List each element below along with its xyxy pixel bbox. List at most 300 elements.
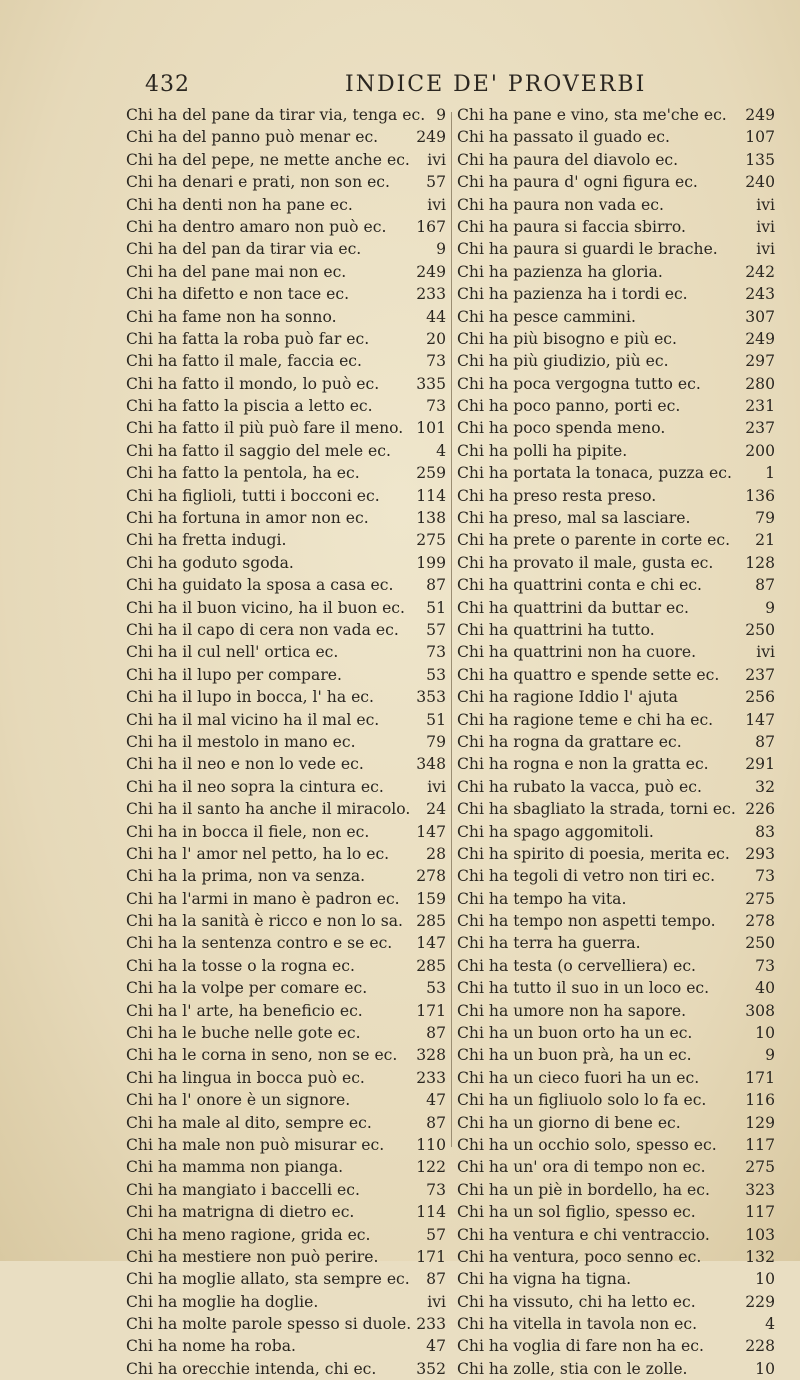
index-entry (457, 821, 775, 843)
index-entry (126, 440, 446, 462)
index-entry (457, 888, 775, 910)
page-number: 432 (145, 72, 190, 97)
proverb-text: Chi ha pazienza ha gloria. (457, 262, 663, 281)
proverb-text: Chi ha ragione teme e chi ha ec. (457, 710, 714, 729)
proverb-text: Chi ha zolle, stia con le zolle. (457, 1359, 688, 1378)
index-entry (457, 149, 775, 171)
page-reference: 117 (745, 1135, 775, 1154)
index-entry (457, 328, 775, 350)
index-entry (126, 574, 446, 596)
page-reference: 171 (416, 1247, 446, 1266)
proverb-text: Chi ha denti non ha pane ec. (126, 195, 353, 214)
page-reference: ivi (756, 195, 775, 214)
proverb-text: Chi ha il lupo per compare. (126, 665, 342, 684)
page-reference: 278 (745, 912, 775, 931)
index-entry (457, 1335, 775, 1357)
proverb-text: Chi ha moglie ha doglie. (126, 1292, 319, 1311)
page-reference: 73 (426, 643, 446, 662)
index-entry (457, 171, 775, 193)
proverb-text: Chi ha il lupo in bocca, l' ha ec. (126, 688, 374, 707)
page-reference: 9 (436, 240, 446, 259)
proverb-text: Chi ha fatta la roba può far ec. (126, 329, 370, 348)
index-entry (126, 1224, 446, 1246)
index-entry (457, 597, 775, 619)
index-entry (457, 932, 775, 954)
index-entry (457, 709, 775, 731)
index-entry (126, 641, 446, 663)
page-reference: 293 (745, 844, 775, 863)
index-entry (457, 194, 775, 216)
proverb-text: Chi ha il buon vicino, ha il buon ec. (126, 598, 405, 617)
proverb-text: Chi ha in bocca il fiele, non ec. (126, 822, 370, 841)
page-reference: 307 (745, 307, 775, 326)
index-entry (457, 641, 775, 663)
page-reference: 171 (416, 1001, 446, 1020)
index-entry (126, 1335, 446, 1357)
index-entry (457, 1179, 775, 1201)
index-entry (457, 1291, 775, 1313)
proverb-text: Chi ha la sentenza contro e se ec. (126, 934, 393, 953)
index-entry (457, 664, 775, 686)
proverb-text: Chi ha quattrini da buttar ec. (457, 598, 689, 617)
proverb-text: Chi ha un sol figlio, spesso ec. (457, 1203, 696, 1222)
proverb-text: Chi ha denari e prati, non son ec. (126, 173, 390, 192)
proverb-text: Chi ha l'armi in mano è padron ec. (126, 889, 400, 908)
proverb-text: Chi ha fatto la pentola, ha ec. (126, 464, 360, 483)
page-reference: 275 (745, 1158, 775, 1177)
page-reference: 237 (745, 665, 775, 684)
page-reference: 278 (416, 867, 446, 886)
page-reference: 353 (416, 688, 446, 707)
proverb-text: Chi ha un cieco fuori ha un ec. (457, 1068, 700, 1087)
index-entry (126, 709, 446, 731)
index-entry (126, 597, 446, 619)
proverb-text: Chi ha difetto e non tace ec. (126, 285, 350, 304)
page-reference: 249 (745, 329, 775, 348)
index-entry (126, 126, 446, 148)
index-entry (126, 507, 446, 529)
page-reference: 114 (416, 1203, 446, 1222)
index-entry (126, 910, 446, 932)
proverb-text: Chi ha il cul nell' ortica ec. (126, 643, 339, 662)
proverb-text: Chi ha vitella in tavola non ec. (457, 1315, 698, 1334)
index-entry (126, 1156, 446, 1178)
index-entry (126, 1291, 446, 1313)
proverb-text: Chi ha poco panno, porti ec. (457, 397, 681, 416)
index-entry (126, 776, 446, 798)
page-reference: 110 (416, 1135, 446, 1154)
page-reference: 250 (745, 934, 775, 953)
index-entry (457, 574, 775, 596)
page-reference: 73 (426, 1180, 446, 1199)
index-entry (126, 1201, 446, 1223)
page-reference: 167 (416, 217, 446, 236)
proverb-text: Chi ha fatto il saggio del mele ec. (126, 441, 391, 460)
page-reference: 323 (745, 1180, 775, 1199)
page-reference: 229 (745, 1292, 775, 1311)
proverb-text: Chi ha matrigna di dietro ec. (126, 1203, 355, 1222)
page-reference: 233 (416, 1068, 446, 1087)
page-reference: 348 (416, 755, 446, 774)
page-reference: ivi (427, 150, 446, 169)
proverb-text: Chi ha goduto sgoda. (126, 553, 294, 572)
proverb-text: Chi ha mangiato i baccelli ec. (126, 1180, 360, 1199)
index-entry (457, 1313, 775, 1335)
index-entry (126, 529, 446, 551)
index-entry (457, 843, 775, 865)
proverb-text: Chi ha portata la tonaca, puzza ec. (457, 464, 732, 483)
proverb-text: Chi ha ragione Iddio l' ajuta (457, 688, 678, 707)
proverb-text: Chi ha del panno può menar ec. (126, 128, 379, 147)
index-entry (126, 821, 446, 843)
proverb-text: Chi ha figlioli, tutti i bocconi ec. (126, 486, 380, 505)
page-reference: 147 (416, 822, 446, 841)
page-reference: 231 (745, 397, 775, 416)
page-reference: 147 (745, 710, 775, 729)
index-entry (126, 104, 446, 126)
proverb-text: Chi ha quattrini non ha cuore. (457, 643, 697, 662)
page-reference: 10 (755, 1024, 775, 1043)
index-entry (126, 485, 446, 507)
proverb-text: Chi ha un giorno di bene ec. (457, 1113, 681, 1132)
proverb-text: Chi ha il neo e non lo vede ec. (126, 755, 364, 774)
page-reference: 101 (416, 419, 446, 438)
index-entry (126, 283, 446, 305)
index-entry (457, 1358, 775, 1380)
proverb-text: Chi ha meno ragione, grida ec. (126, 1225, 371, 1244)
index-entry (457, 126, 775, 148)
page-reference: ivi (427, 777, 446, 796)
page-reference: 237 (745, 419, 775, 438)
page-reference: 259 (416, 464, 446, 483)
index-entry (126, 664, 446, 686)
proverb-text: Chi ha più giudizio, più ec. (457, 352, 669, 371)
index-entry (126, 1268, 446, 1290)
proverb-text: Chi ha terra ha guerra. (457, 934, 641, 953)
proverb-text: Chi ha del pan da tirar via ec. (126, 240, 362, 259)
page-reference: 4 (765, 1315, 775, 1334)
proverb-text: Chi ha quattro e spende sette ec. (457, 665, 720, 684)
proverb-text: Chi ha spirito di poesia, merita ec. (457, 844, 730, 863)
proverb-text: Chi ha vigna ha tigna. (457, 1270, 632, 1289)
proverb-text: Chi ha un occhio solo, spesso ec. (457, 1135, 717, 1154)
page-reference: 10 (755, 1359, 775, 1378)
index-entry (457, 798, 775, 820)
page-reference: 233 (416, 1315, 446, 1334)
proverb-text: Chi ha la volpe per comare ec. (126, 979, 368, 998)
index-entry (457, 1156, 775, 1178)
proverb-text: Chi ha fatto il mondo, lo può ec. (126, 374, 380, 393)
index-entry (126, 417, 446, 439)
proverb-text: Chi ha dentro amaro non può ec. (126, 217, 387, 236)
page-reference: 20 (426, 329, 446, 348)
page-reference: 28 (426, 844, 446, 863)
page-reference: 249 (745, 106, 775, 124)
proverb-text: Chi ha testa (o cervelliera) ec. (457, 956, 697, 975)
page-reference: 256 (745, 688, 775, 707)
page-reference: 147 (416, 934, 446, 953)
index-entry (457, 417, 775, 439)
proverb-text: Chi ha l' amor nel petto, ha lo ec. (126, 844, 390, 863)
page-reference: 138 (416, 509, 446, 528)
proverb-text: Chi ha mestiere non può perire. (126, 1247, 379, 1266)
index-entry (126, 261, 446, 283)
page-reference: 40 (755, 979, 775, 998)
index-entry (457, 552, 775, 574)
proverb-text: Chi ha rubato la vacca, può ec. (457, 777, 702, 796)
index-entry (126, 1000, 446, 1022)
proverb-text: Chi ha pesce cammini. (457, 307, 636, 326)
proverb-text: Chi ha la tosse o la rogna ec. (126, 956, 355, 975)
index-entry (457, 1134, 775, 1156)
page-reference: 24 (426, 800, 446, 819)
proverb-text: Chi ha pane e vino, sta me'che ec. (457, 106, 727, 124)
proverb-text: Chi ha le corna in seno, non se ec. (126, 1046, 398, 1065)
proverb-text: Chi ha male al dito, sempre ec. (126, 1113, 372, 1132)
page-reference: 352 (416, 1359, 446, 1378)
proverb-text: Chi ha del pepe, ne mette anche ec. (126, 150, 410, 169)
page-reference: 285 (416, 912, 446, 931)
page-reference: 135 (745, 150, 775, 169)
index-entry (457, 216, 775, 238)
proverb-text: Chi ha il neo sopra la cintura ec. (126, 777, 384, 796)
proverb-text: Chi ha provato il male, gusta ec. (457, 553, 714, 572)
index-entry (457, 865, 775, 887)
proverb-text: Chi ha vissuto, chi ha letto ec. (457, 1292, 696, 1311)
page-reference: 87 (426, 1024, 446, 1043)
index-entry (457, 1067, 775, 1089)
page-reference: 9 (436, 106, 446, 124)
proverb-text: Chi ha prete o parente in corte ec. (457, 531, 731, 550)
index-entry (457, 283, 775, 305)
index-entry (126, 865, 446, 887)
page-reference: 250 (745, 620, 775, 639)
proverb-text: Chi ha rogna e non la gratta ec. (457, 755, 709, 774)
page-reference: 129 (745, 1113, 775, 1132)
proverb-text: Chi ha poca vergogna tutto ec. (457, 374, 701, 393)
page-reference: 107 (745, 128, 775, 147)
page-reference: 9 (765, 1046, 775, 1065)
index-entry (457, 686, 775, 708)
page-reference: 128 (745, 553, 775, 572)
page-reference: 116 (745, 1091, 775, 1110)
page-reference: ivi (756, 643, 775, 662)
index-entry (457, 1246, 775, 1268)
index-entry (457, 306, 775, 328)
proverb-text: Chi ha paura d' ogni figura ec. (457, 173, 698, 192)
proverb-text: Chi ha nome ha roba. (126, 1337, 296, 1356)
proverb-text: Chi ha quattrini conta e chi ec. (457, 576, 703, 595)
page-reference: 242 (745, 262, 775, 281)
index-entry (457, 395, 775, 417)
index-entry (126, 462, 446, 484)
proverb-text: Chi ha tempo ha vita. (457, 889, 627, 908)
index-entry (126, 1179, 446, 1201)
page-reference: 275 (416, 531, 446, 550)
page-reference: 132 (745, 1247, 775, 1266)
index-entry (126, 216, 446, 238)
index-entry (457, 261, 775, 283)
page-reference: 53 (426, 979, 446, 998)
page-reference: 47 (426, 1337, 446, 1356)
proverb-text: Chi ha il santo ha anche il miracolo. (126, 800, 411, 819)
index-entry (126, 306, 446, 328)
proverb-text: Chi ha fatto il male, faccia ec. (126, 352, 363, 371)
index-entry (126, 1044, 446, 1066)
proverb-text: Chi ha fatto il più può fare il meno. (126, 419, 404, 438)
proverb-text: Chi ha la prima, non va senza. (126, 867, 366, 886)
page-reference: 199 (416, 553, 446, 572)
proverb-text: Chi ha passato il guado ec. (457, 128, 670, 147)
page-reference: 10 (755, 1270, 775, 1289)
proverb-text: Chi ha tegoli di vetro non tiri ec. (457, 867, 716, 886)
page-reference: 9 (765, 598, 775, 617)
index-entry (126, 1089, 446, 1111)
page-reference: 226 (745, 800, 775, 819)
index-entry (457, 462, 775, 484)
index-entry (126, 373, 446, 395)
index-entry (457, 373, 775, 395)
page-reference: 21 (755, 531, 775, 550)
index-entry (126, 1022, 446, 1044)
index-entry (457, 350, 775, 372)
page-reference: 308 (745, 1001, 775, 1020)
index-entry (457, 977, 775, 999)
proverb-text: Chi ha spago aggomitoli. (457, 822, 654, 841)
page-reference: 73 (426, 352, 446, 371)
proverb-text: Chi ha polli ha pipite. (457, 441, 628, 460)
page-reference: 53 (426, 665, 446, 684)
proverb-text: Chi ha fortuna in amor non ec. (126, 509, 369, 528)
index-entry (126, 149, 446, 171)
index-entry (457, 104, 775, 126)
page-reference: 87 (755, 576, 775, 595)
proverb-text: Chi ha mamma non pianga. (126, 1158, 344, 1177)
proverb-text: Chi ha sbagliato la strada, torni ec. (457, 800, 736, 819)
page-reference: 87 (426, 576, 446, 595)
index-entry (457, 753, 775, 775)
proverb-text: Chi ha preso resta preso. (457, 486, 657, 505)
page-reference: 87 (426, 1113, 446, 1132)
page-reference: ivi (427, 1292, 446, 1311)
index-entry (457, 1268, 775, 1290)
column-divider (451, 112, 452, 1147)
page-reference: 200 (745, 441, 775, 460)
page-reference: 240 (745, 173, 775, 192)
page-reference: 51 (426, 710, 446, 729)
page-reference: 73 (426, 397, 446, 416)
proverb-text: Chi ha poco spenda meno. (457, 419, 666, 438)
page-reference: 87 (755, 732, 775, 751)
page-reference: 4 (436, 441, 446, 460)
proverb-text: Chi ha le buche nelle gote ec. (126, 1024, 361, 1043)
page-reference: 79 (755, 509, 775, 528)
page-reference: 249 (416, 262, 446, 281)
index-entry (457, 485, 775, 507)
proverb-text: Chi ha ventura e chi ventraccio. (457, 1225, 710, 1244)
page-reference: 159 (416, 889, 446, 908)
index-entry (457, 1000, 775, 1022)
page-reference: 122 (416, 1158, 446, 1177)
index-entry (126, 731, 446, 753)
page-reference: 171 (745, 1068, 775, 1087)
proverb-text: Chi ha ventura, poco senno ec. (457, 1247, 702, 1266)
page-reference: 233 (416, 285, 446, 304)
proverb-text: Chi ha paura del diavolo ec. (457, 150, 679, 169)
page-reference: ivi (756, 217, 775, 236)
index-entry (457, 507, 775, 529)
index-entry (126, 977, 446, 999)
page-reference: 57 (426, 620, 446, 639)
index-entry (126, 238, 446, 260)
proverb-text: Chi ha del pane mai non ec. (126, 262, 347, 281)
index-entry (126, 843, 446, 865)
proverb-text: Chi ha molte parole spesso si duole. (126, 1315, 412, 1334)
index-entry (126, 798, 446, 820)
page-reference: 87 (426, 1270, 446, 1289)
index-entry (457, 529, 775, 551)
page-reference: 335 (416, 374, 446, 393)
page-reference: 1 (765, 464, 775, 483)
index-entry (126, 932, 446, 954)
index-entry (126, 1112, 446, 1134)
index-entry (457, 440, 775, 462)
index-entry (457, 1022, 775, 1044)
index-entry (126, 1134, 446, 1156)
page-reference: 328 (416, 1046, 446, 1065)
proverb-text: Chi ha fretta indugi. (126, 531, 287, 550)
page-reference: 57 (426, 173, 446, 192)
page-reference: 285 (416, 956, 446, 975)
proverb-text: Chi ha un buon orto ha un ec. (457, 1024, 693, 1043)
page-reference: 117 (745, 1203, 775, 1222)
proverb-text: Chi ha pazienza ha i tordi ec. (457, 285, 688, 304)
proverb-text: Chi ha rogna da grattare ec. (457, 732, 682, 751)
proverb-text: Chi ha orecchie intenda, chi ec. (126, 1359, 377, 1378)
index-entry (126, 552, 446, 574)
proverb-text: Chi ha preso, mal sa lasciare. (457, 509, 691, 528)
proverb-text: Chi ha il mal vicino ha il mal ec. (126, 710, 380, 729)
proverb-text: Chi ha voglia di fare non ha ec. (457, 1337, 704, 1356)
proverb-text: Chi ha paura si guardi le brache. (457, 240, 718, 259)
page-header (0, 72, 800, 102)
proverb-text: Chi ha fame non ha sonno. (126, 307, 337, 326)
proverb-text: Chi ha l' arte, ha beneficio ec. (126, 1001, 363, 1020)
index-entry (457, 619, 775, 641)
page-reference: 79 (426, 732, 446, 751)
index-entry (457, 1089, 775, 1111)
index-entry (457, 238, 775, 260)
proverb-text: Chi ha più bisogno e più ec. (457, 329, 677, 348)
page-reference: ivi (756, 240, 775, 259)
page-reference: 291 (745, 755, 775, 774)
proverb-text: Chi ha fatto la piscia a letto ec. (126, 397, 373, 416)
running-title: INDICE DE' PROVERBI (345, 72, 647, 97)
page-reference: 73 (755, 867, 775, 886)
page-reference: 228 (745, 1337, 775, 1356)
proverb-text: Chi ha il capo di cera non vada ec. (126, 620, 399, 639)
proverb-text: Chi ha male non può misurar ec. (126, 1135, 385, 1154)
index-entry (457, 731, 775, 753)
page-reference: 243 (745, 285, 775, 304)
proverb-text: Chi ha guidato la sposa a casa ec. (126, 576, 394, 595)
proverb-text: Chi ha moglie allato, sta sempre ec. (126, 1270, 410, 1289)
index-entry (457, 1112, 775, 1134)
index-entry (126, 194, 446, 216)
index-entry (126, 1246, 446, 1268)
index-entry (457, 1044, 775, 1066)
index-entry (126, 1067, 446, 1089)
